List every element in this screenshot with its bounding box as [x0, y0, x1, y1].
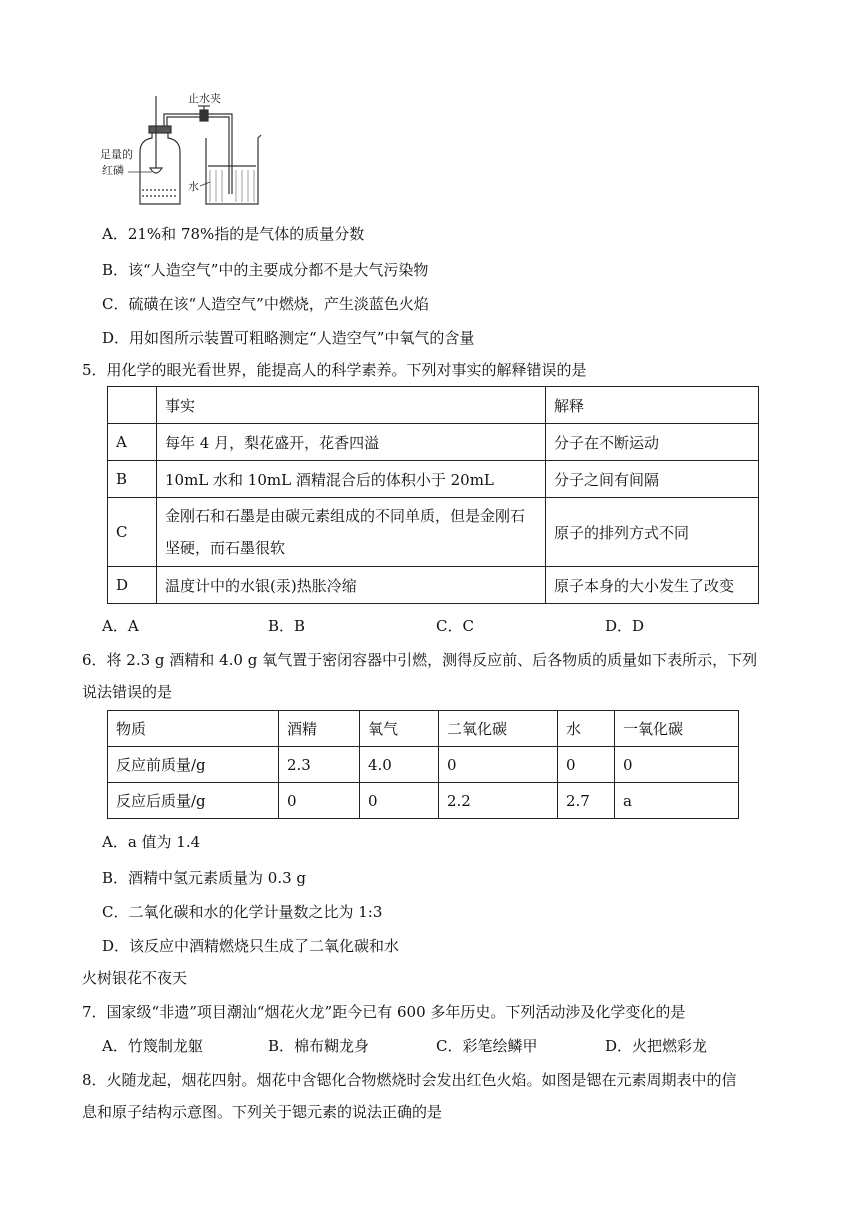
table-cell	[108, 387, 157, 424]
table-cell: 原子的排列方式不同	[546, 498, 759, 567]
table-row	[108, 498, 759, 567]
table-cell: 一氧化碳	[615, 711, 739, 747]
table-row	[108, 461, 759, 498]
apparatus-figure	[100, 86, 275, 208]
beaker-icon	[206, 135, 261, 204]
table-cell: a	[615, 783, 739, 819]
q8-stem-line2: 息和原子结构示意图。下列关于锶元素的说法正确的是	[82, 1103, 443, 1121]
q8-stem-line1: 8．火随龙起，烟花四射。烟花中含锶化合物燃烧时会发出红色火焰。如图是锶在元素周期表中的信	[82, 1071, 737, 1089]
flask-icon	[140, 96, 180, 204]
table-cell: 2.3	[279, 747, 360, 783]
table-cell: 分子之间有间隔	[546, 461, 759, 498]
q7-option-d[interactable]: D．火把燃彩龙	[605, 1037, 708, 1055]
q6-table	[107, 710, 739, 819]
q6-stem-line2: 说法错误的是	[82, 683, 173, 701]
table-cell: 4.0	[360, 747, 439, 783]
table-cell: 10mL 水和 10mL 酒精混合后的体积小于 20mL	[157, 461, 546, 498]
q6-option-c[interactable]: C．二氧化碳和水的化学计量数之比为 1:3	[102, 903, 383, 921]
q5-option-d[interactable]: D．D	[605, 617, 645, 635]
section-title: 火树银花不夜天	[82, 969, 188, 987]
q5-option-c[interactable]: C．C	[436, 617, 474, 635]
table-cell: 二氧化碳	[439, 711, 558, 747]
table-cell: 2.7	[558, 783, 615, 819]
table-cell: 0	[615, 747, 739, 783]
q5-table	[107, 386, 759, 604]
q4-option-a[interactable]: A．21%和 78%指的是气体的质量分数	[102, 225, 365, 243]
cell-line: 坚硬，而石墨很软	[165, 539, 286, 557]
table-row	[108, 747, 739, 783]
table-row	[108, 783, 739, 819]
q5-option-b[interactable]: B．B	[268, 617, 306, 635]
table-cell: 酒精	[279, 711, 360, 747]
phosphorus-label-2: 红磷	[102, 164, 124, 177]
table-cell: 原子本身的大小发生了改变	[546, 567, 759, 604]
table-cell: 分子在不断运动	[546, 424, 759, 461]
table-cell: 0	[439, 747, 558, 783]
table-row	[108, 567, 759, 604]
q7-option-c[interactable]: C．彩笔绘鳞甲	[436, 1037, 538, 1055]
q5-stem: 5．用化学的眼光看世界，能提高人的科学素养。下列对事实的解释错误的是	[82, 361, 587, 379]
table-cell: 氧气	[360, 711, 439, 747]
phosphorus-label-1: 足量的	[100, 148, 133, 161]
q6-option-b[interactable]: B．酒精中氢元素质量为 0.3 g	[102, 869, 307, 887]
q7-option-a[interactable]: A．竹篾制龙躯	[102, 1037, 203, 1055]
table-cell: B	[108, 461, 157, 498]
table-cell: 反应后质量/g	[108, 783, 279, 819]
table-cell: 2.2	[439, 783, 558, 819]
table-cell: 0	[360, 783, 439, 819]
table-cell: 0	[558, 747, 615, 783]
table-cell	[157, 498, 546, 567]
q4-option-b[interactable]: B．该“人造空气”中的主要成分都不是大气污染物	[102, 261, 429, 279]
table-row	[108, 387, 759, 424]
table-cell: 解释	[546, 387, 759, 424]
water-clamp-icon	[198, 106, 210, 121]
table-row	[108, 424, 759, 461]
table-cell: C	[108, 498, 157, 567]
table-cell: 反应前质量/g	[108, 747, 279, 783]
table-cell: 温度计中的水银(汞)热胀冷缩	[157, 567, 546, 604]
clamp-label: 止水夹	[188, 92, 221, 105]
table-cell: A	[108, 424, 157, 461]
cell-line: 金刚石和石墨是由碳元素组成的不同单质，但是金刚石	[165, 507, 526, 525]
table-cell: 每年 4 月，梨花盛开，花香四溢	[157, 424, 546, 461]
q6-stem-line1: 6．将 2.3 g 酒精和 4.0 g 氧气置于密闭容器中引燃，测得反应前、后各物质的质量如下表所示，下列	[82, 651, 758, 669]
q5-option-a[interactable]: A．A	[102, 617, 139, 635]
table-row	[108, 711, 739, 747]
table-cell: 物质	[108, 711, 279, 747]
q6-option-d[interactable]: D．该反应中酒精燃烧只生成了二氧化碳和水	[102, 937, 400, 955]
table-cell: 0	[279, 783, 360, 819]
q4-option-c[interactable]: C．硫磺在该“人造空气”中燃烧，产生淡蓝色火焰	[102, 295, 429, 313]
table-cell: 事实	[157, 387, 546, 424]
q7-option-b[interactable]: B．棉布糊龙身	[268, 1037, 370, 1055]
water-label: 水	[188, 180, 199, 193]
q4-option-d[interactable]: D．用如图所示装置可粗略测定“人造空气”中氧气的含量	[102, 329, 475, 347]
table-cell: 水	[558, 711, 615, 747]
q6-option-a[interactable]: A．a 值为 1.4	[102, 833, 201, 851]
table-cell: D	[108, 567, 157, 604]
q7-stem: 7．国家级“非遗”项目潮汕“烟花火龙”距今已有 600 多年历史。下列活动涉及化学变化的是	[82, 1003, 686, 1021]
